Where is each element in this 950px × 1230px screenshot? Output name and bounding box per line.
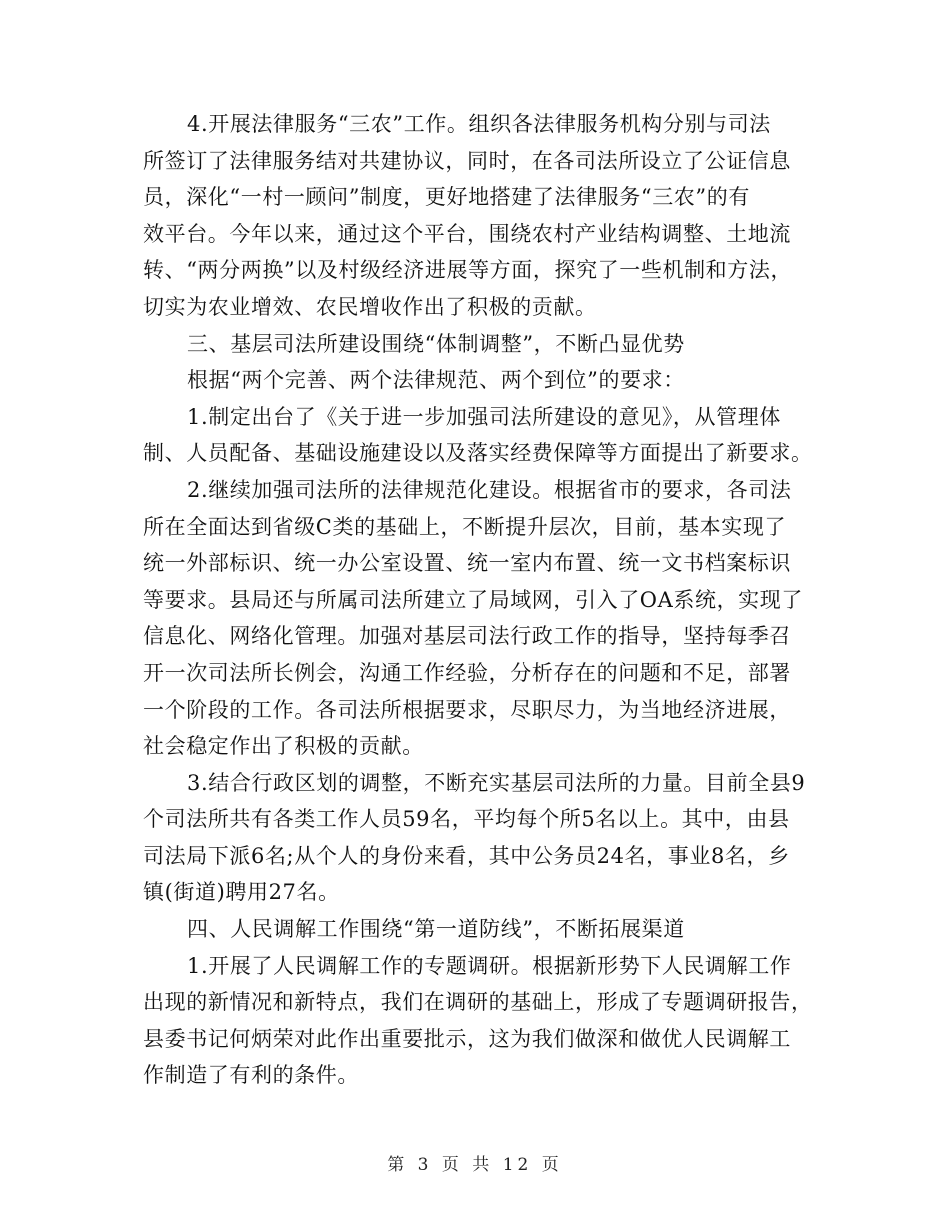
text-line: 1.制定出台了《关于进一步加强司法所建设的意见》，从管理体 bbox=[187, 404, 781, 429]
text-line: 信息化、网络化管理。加强对基层司法行政工作的指导，坚持每季召 bbox=[143, 624, 791, 649]
page-footer bbox=[0, 1150, 950, 1175]
text-line: 制、人员配备、基础设施建设以及落实经费保障等方面提出了新要求。 bbox=[143, 441, 813, 466]
text-line: 个司法所共有各类工作人员59名，平均每个所5名以上。其中，由县 bbox=[143, 807, 790, 832]
text-line: 切实为农业增效、农民增收作出了积极的贡献。 bbox=[143, 294, 597, 319]
page-number-label: 第 3 页 共 12 页 bbox=[387, 1155, 563, 1175]
text-line: 一个阶段的工作。各司法所根据要求，尽职尽力，为当地经济进展， bbox=[143, 697, 791, 722]
text-line: 根据“两个完善、两个法律规范、两个到位”的要求： bbox=[187, 368, 685, 393]
text-line: 效平台。今年以来，通过这个平台，围绕农村产业结构调整、土地流 bbox=[143, 221, 791, 246]
text-line: 4.开展法律服务“三农”工作。组织各法律服务机构分别与司法 bbox=[187, 112, 771, 136]
text-line: 四、人民调解工作围绕“第一道防线”，不断拓展渠道 bbox=[187, 917, 685, 942]
text-line: 司法局下派6名;从个人的身份来看，其中公务员24名，事业8名，乡 bbox=[143, 843, 790, 868]
text-line: 等要求。县局还与所属司法所建立了局域网，引入了OA系统，实现了 bbox=[143, 587, 803, 612]
text-line: 三、基层司法所建设围绕“体制调整”，不断凸显优势 bbox=[187, 331, 685, 356]
text-line: 镇(街道)聘用27名。 bbox=[143, 880, 340, 905]
text-line: 社会稳定作出了积极的贡献。 bbox=[143, 734, 424, 759]
text-line: 统一外部标识、统一办公室设置、统一室内布置、统一文书档案标识 bbox=[143, 551, 791, 576]
text-line: 2.继续加强司法所的法律规范化建设。根据省市的要求，各司法 bbox=[187, 477, 792, 502]
text-line: 所在全面达到省级C类的基础上，不断提升层次，目前，基本实现了 bbox=[143, 514, 787, 539]
text-line: 出现的新情况和新特点，我们在调研的基础上，形成了专题调研报告， bbox=[143, 990, 813, 1015]
text-line: 作制造了有利的条件。 bbox=[143, 1063, 359, 1088]
text-line: 员，深化“一村一顾问”制度，更好地搭建了法律服务“三农”的有 bbox=[143, 185, 750, 210]
text-line: 县委书记何炳荣对此作出重要批示，这为我们做深和做优人民调解工 bbox=[143, 1026, 791, 1051]
text-line: 3.结合行政区划的调整，不断充实基层司法所的力量。目前全县9 bbox=[187, 770, 806, 795]
document-body bbox=[143, 106, 815, 1094]
text-line: 开一次司法所长例会，沟通工作经验，分析存在的问题和不足，部署 bbox=[143, 660, 791, 685]
text-line: 转、“两分两换”以及村级经济进展等方面，探究了一些机制和方法， bbox=[143, 258, 793, 283]
text-line: 所签订了法律服务结对共建协议，同时，在各司法所设立了公证信息 bbox=[143, 148, 791, 173]
text-line: 1.开展了人民调解工作的专题调研。根据新形势下人民调解工作 bbox=[187, 953, 792, 978]
